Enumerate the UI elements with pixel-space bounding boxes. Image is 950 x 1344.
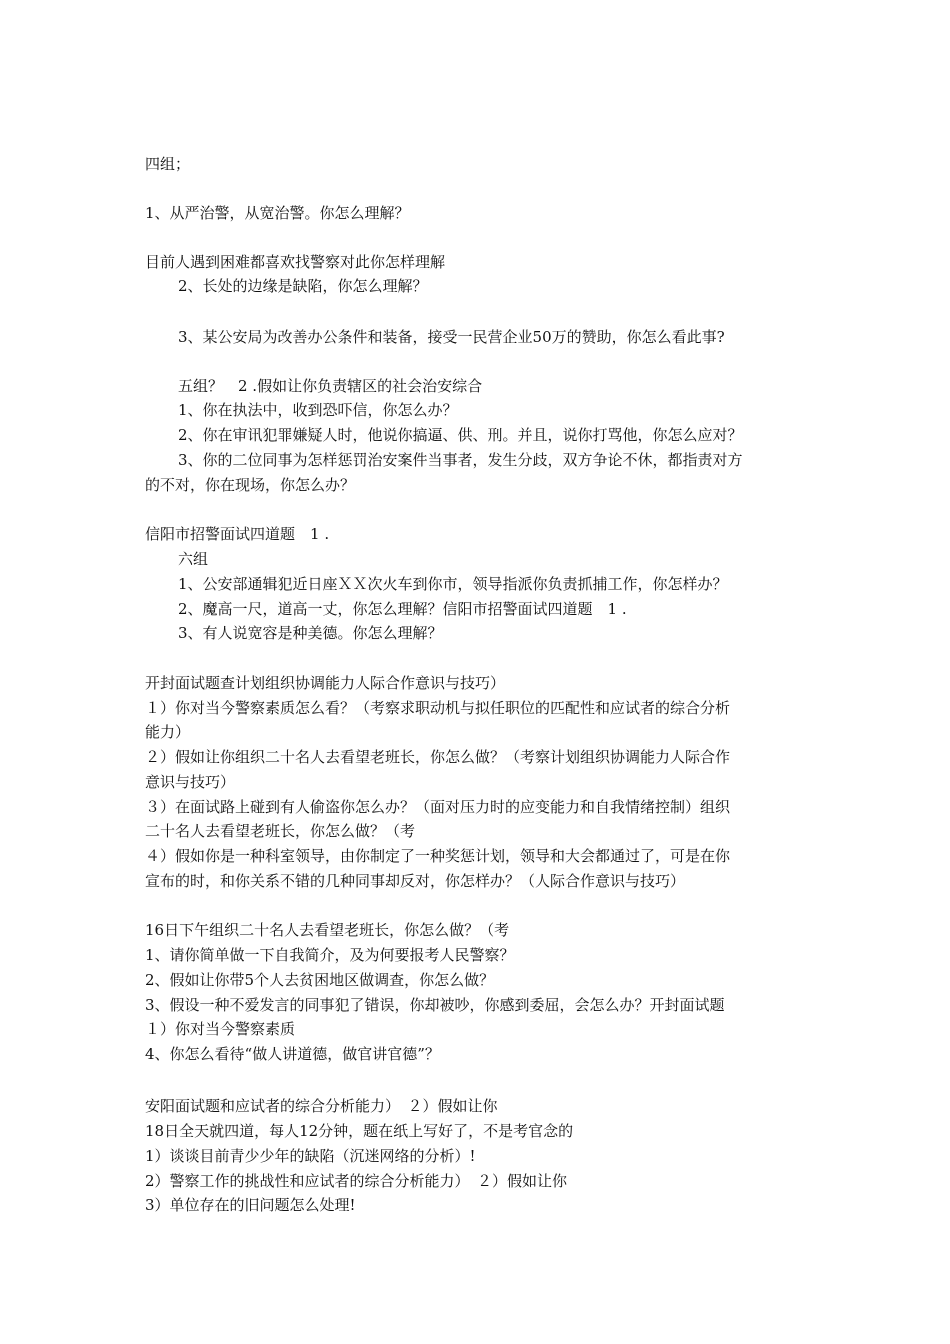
text-line: 3、你的二位同事为怎样惩罚治安案件当事者，发生分歧，双方争论不休，都指责对方 [178,451,743,469]
text-line: 的不对，你在现场，你怎么办？ [145,476,356,494]
text-line: 安阳面试题和应试者的综合分析能力） ２）假如让你 [145,1097,498,1115]
text-line: ２）假如让你组织二十名人去看望老班长，你怎么做？（考察计划组织协调能力人际合作 [145,748,731,766]
text-line: 3、有人说宽容是种美德。你怎么理解？ [178,624,443,642]
text-line: 2、长处的边缘是缺陷，你怎么理解？ [178,277,428,295]
text-line: 四组； [145,155,191,173]
text-line: 五组？ 2 .假如让你负责辖区的社会治安综合 [178,377,483,395]
text-line: 开封面试题查计划组织协调能力人际合作意识与技巧） [145,674,506,692]
text-line: 3）单位存在的旧问题怎么处理! [145,1196,356,1214]
text-line: 3、假设一种不爱发言的同事犯了错误，你却被吵，你感到委屈，会怎么办？开封面试题 [145,996,725,1014]
text-line: 3、某公安局为改善办公条件和装备，接受一民营企业50万的赞助，你怎么看此事? [178,328,725,346]
text-line: 18日全天就四道，每人12分钟，题在纸上写好了，不是考官念的 [145,1122,574,1140]
text-line: 16日下午组织二十名人去看望老班长，你怎么做？（考 [145,921,510,939]
text-line: 信阳市招警面试四道题 1 . [145,525,330,543]
text-line: 二十名人去看望老班长，你怎么做？（考 [145,822,416,840]
text-line: 宣布的时，和你关系不错的几种同事却反对，你怎样办？（人际合作意识与技巧） [145,872,686,890]
text-line: 1、公安部通辑犯近日座ＸＸ次火车到你市，领导指派你负责抓捕工作，你怎样办？ [178,575,728,593]
text-line: 1、你在执法中，收到恐吓信，你怎么办？ [178,401,458,419]
text-line: 4、你怎么看待“做人讲道德，做官讲官德”？ [145,1045,440,1063]
text-line: 2、你在审讯犯罪嫌疑人时，他说你搞逼、供、刑。并且，说你打骂他，你怎么应对？ [178,426,743,444]
text-line: １）你对当今警察素质 [145,1020,296,1038]
text-line: 2、假如让你带5个人去贫困地区做调查，你怎么做？ [145,971,495,989]
text-line: 2）警察工作的挑战性和应试者的综合分析能力） ２）假如让你 [145,1172,568,1190]
text-line: 目前人遇到困难都喜欢找警察对此你怎样理解 [145,253,446,271]
text-line: 1）谈谈目前青少少年的缺陷（沉迷网络的分析）! [145,1147,476,1165]
text-line: 意识与技巧） [145,773,236,791]
text-line: 六组 [178,550,209,568]
text-line: １）你对当今警察素质怎么看？（考察求职动机与拟任职位的匹配性和应试者的综合分析 [145,699,731,717]
text-line: 2、魔高一尺，道高一丈，你怎么理解？信阳市招警面试四道题 1 . [178,600,627,618]
text-line: 能力） [145,723,191,741]
text-line: 1、请你简单做一下自我简介，及为何要报考人民警察？ [145,946,515,964]
text-line: ４）假如你是一种科室领导，由你制定了一种奖惩计划，领导和大会都通过了，可是在你 [145,847,731,865]
text-line: ３）在面试路上碰到有人偷盗你怎么办？（面对压力时的应变能力和自我情绪控制）组织 [145,798,731,816]
text-line: 1、从严治警，从宽治警。你怎么理解？ [145,204,410,222]
